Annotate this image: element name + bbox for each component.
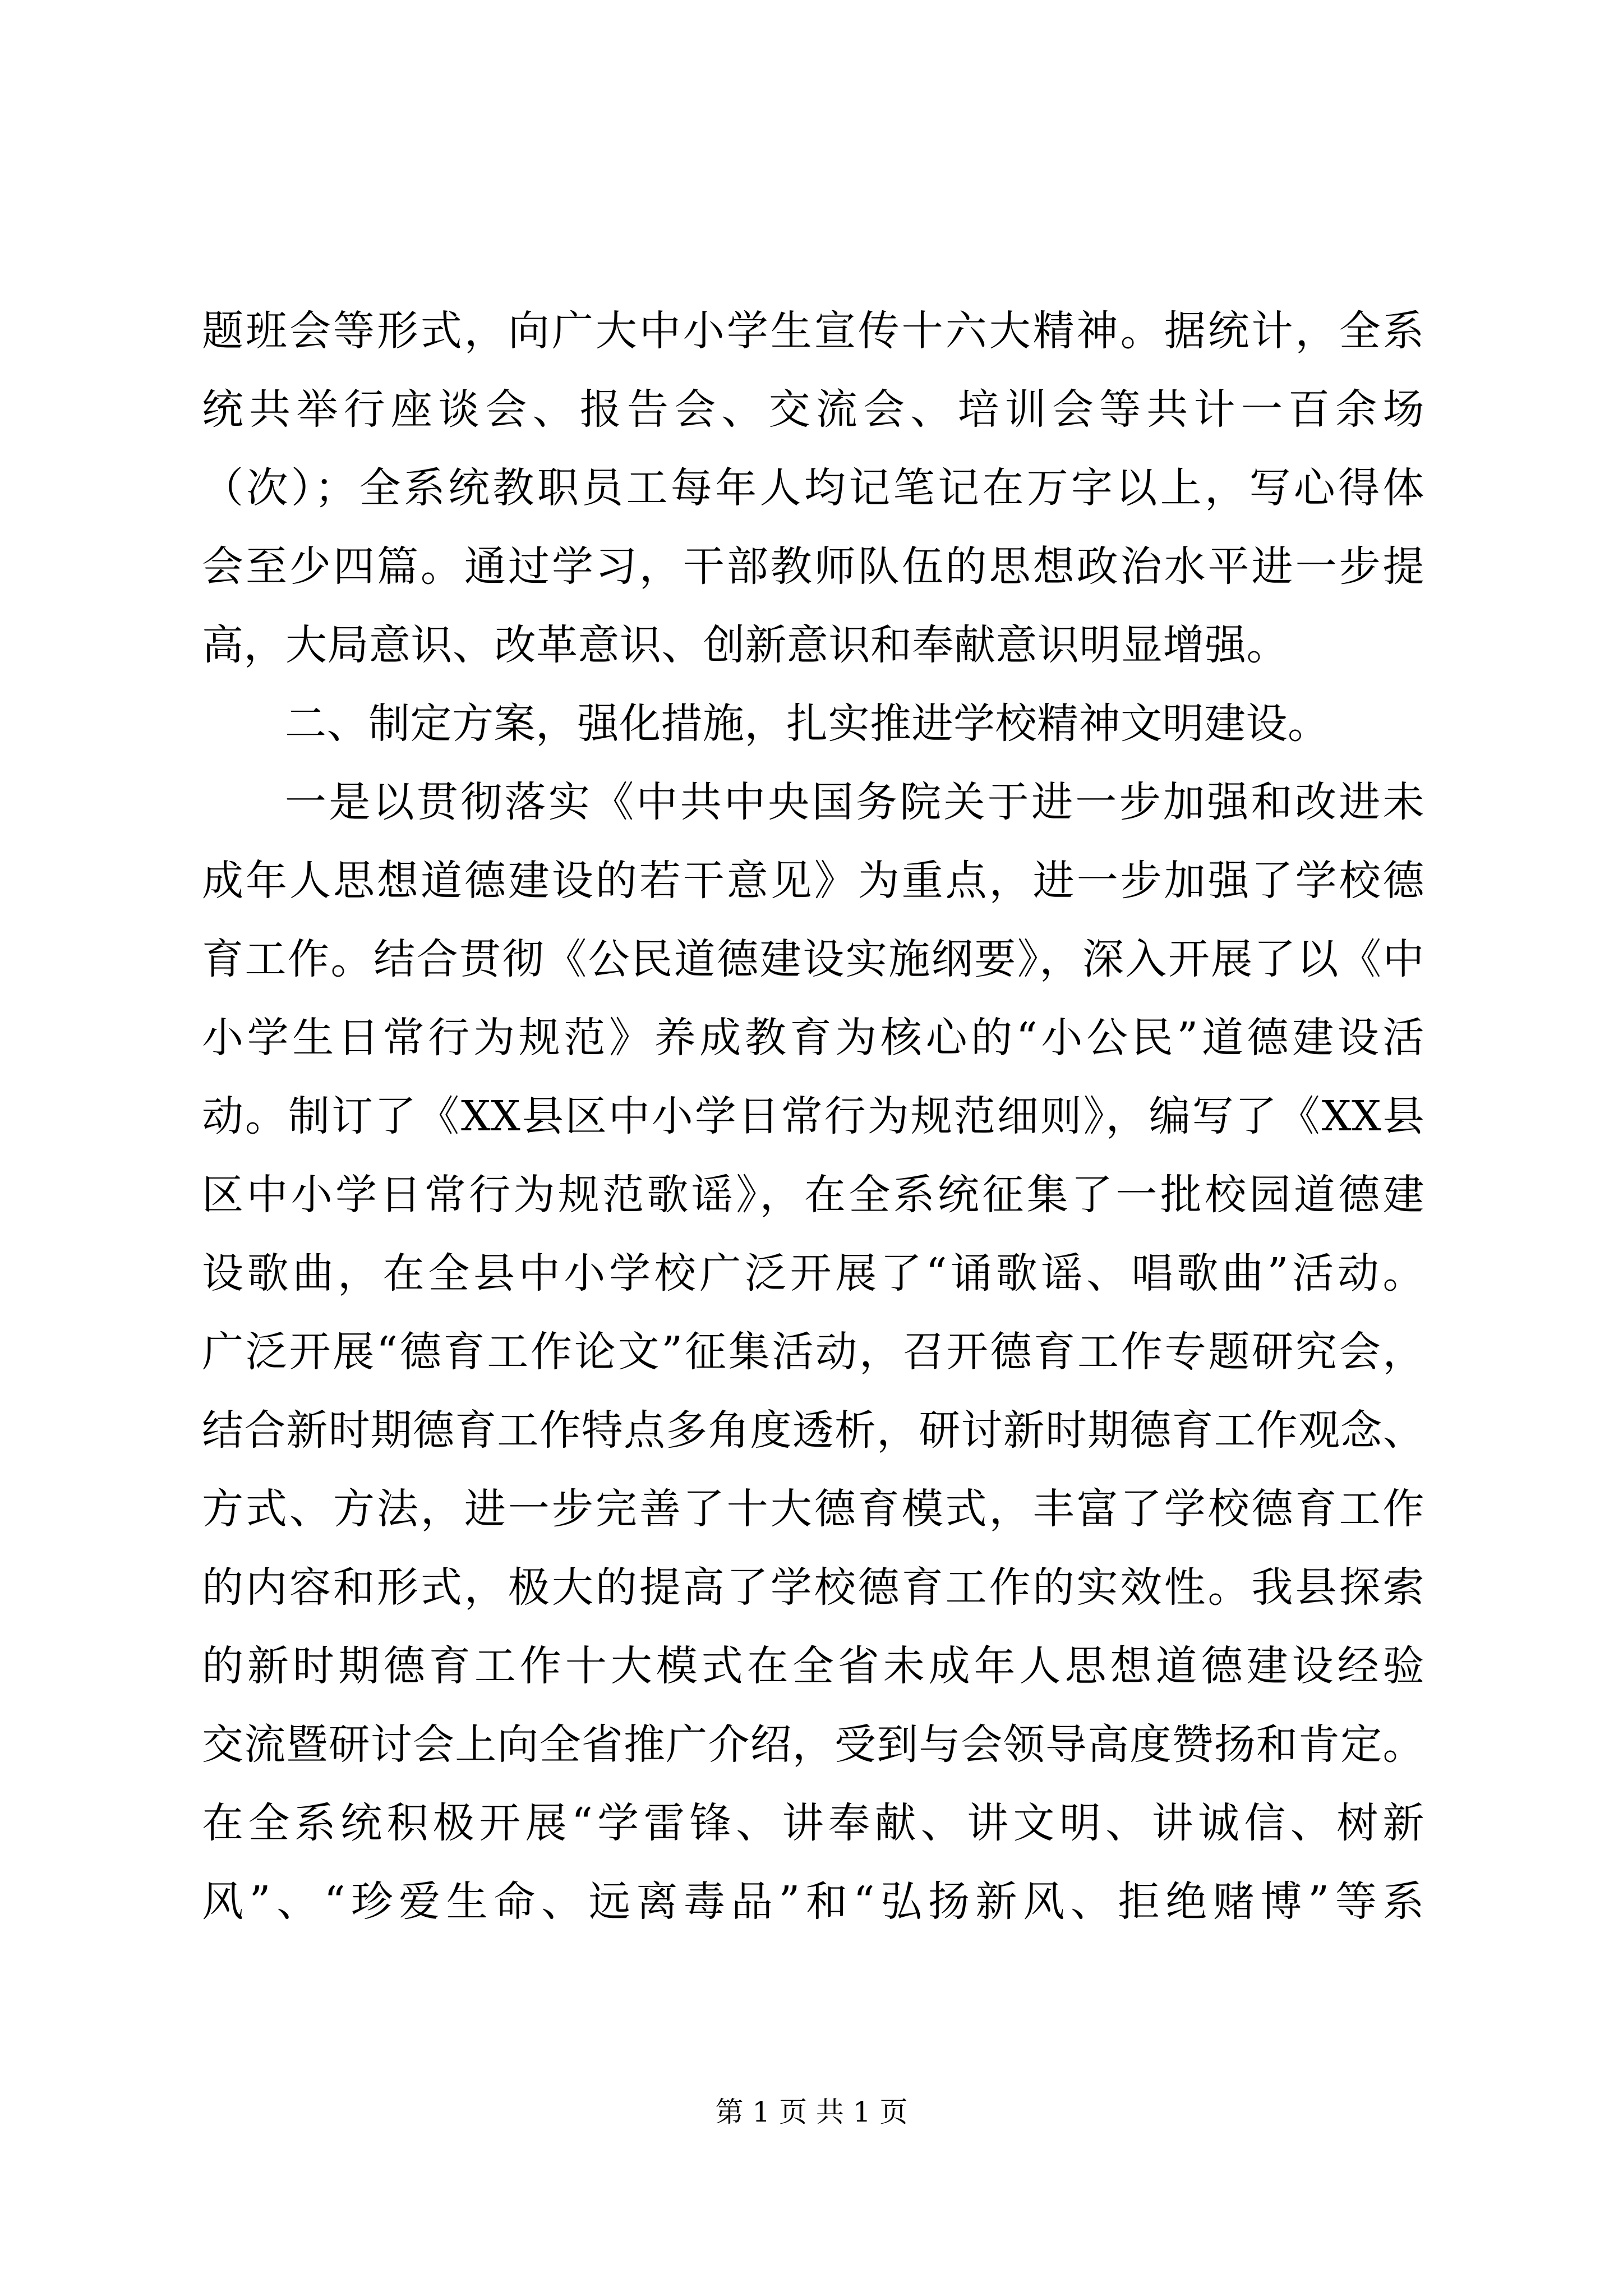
text-line: 小学生日常行为规范》养成教育为核心的“小公民”道德建设活	[202, 1014, 1424, 1062]
text-line: 统共举行座谈会、报告会、交流会、培训会等共计一百余场	[202, 385, 1424, 434]
section-heading: 二、制定方案，强化措施，扎实推进学校精神文明建设。	[285, 700, 1330, 748]
text-line: 交流暨研讨会上向全省推广介绍，受到与会领导高度赞扬和肯定。	[202, 1720, 1424, 1769]
page-footer: 第 1 页 共 1 页	[715, 2096, 908, 2128]
text-line: 广泛开展“德育工作论文”征集活动，召开德育工作专题研究会，	[202, 1328, 1424, 1376]
text-line: 高，大局意识、改革意识、创新意识和奉献意识明显增强。	[202, 621, 1288, 669]
text-line: 方式、方法，进一步完善了十大德育模式，丰富了学校德育工作	[202, 1485, 1424, 1533]
text-line: 育工作。结合贯彻《公民道德建设实施纲要》，深入开展了以《中	[202, 935, 1424, 983]
text-line: 结合新时期德育工作特点多角度透析，研讨新时期德育工作观念、	[202, 1406, 1424, 1455]
text-line: 的新时期德育工作十大模式在全省未成年人思想道德建设经验	[202, 1642, 1424, 1690]
text-line: 成年人思想道德建设的若干意见》为重点，进一步加强了学校德	[202, 857, 1424, 905]
text-line: （次）；全系统教职员工每年人均记笔记在万字以上，写心得体	[202, 464, 1424, 512]
text-line: 的内容和形式，极大的提高了学校德育工作的实效性。我县探索	[202, 1563, 1424, 1612]
text-line: 设歌曲，在全县中小学校广泛开展了“诵歌谣、唱歌曲”活动。	[202, 1249, 1424, 1297]
text-line: 一是以贯彻落实《中共中央国务院关于进一步加强和改进未	[285, 778, 1424, 826]
text-line: 题班会等形式，向广大中小学生宣传十六大精神。据统计，全系	[202, 307, 1424, 355]
text-line: 在全系统积极开展“学雷锋、讲奉献、讲文明、讲诚信、树新	[202, 1799, 1424, 1847]
text-line: 风”、“珍爱生命、远离毒品”和“弘扬新风、拒绝赌博”等系	[202, 1878, 1424, 1926]
text-line: 区中小学日常行为规范歌谣》，在全系统征集了一批校园道德建	[202, 1171, 1424, 1219]
text-line: 会至少四篇。通过学习，干部教师队伍的思想政治水平进一步提	[202, 542, 1424, 591]
text-line: 动。制订了《XX县区中小学日常行为规范细则》，编写了《XX县	[202, 1092, 1424, 1140]
document-body	[202, 292, 1424, 1941]
